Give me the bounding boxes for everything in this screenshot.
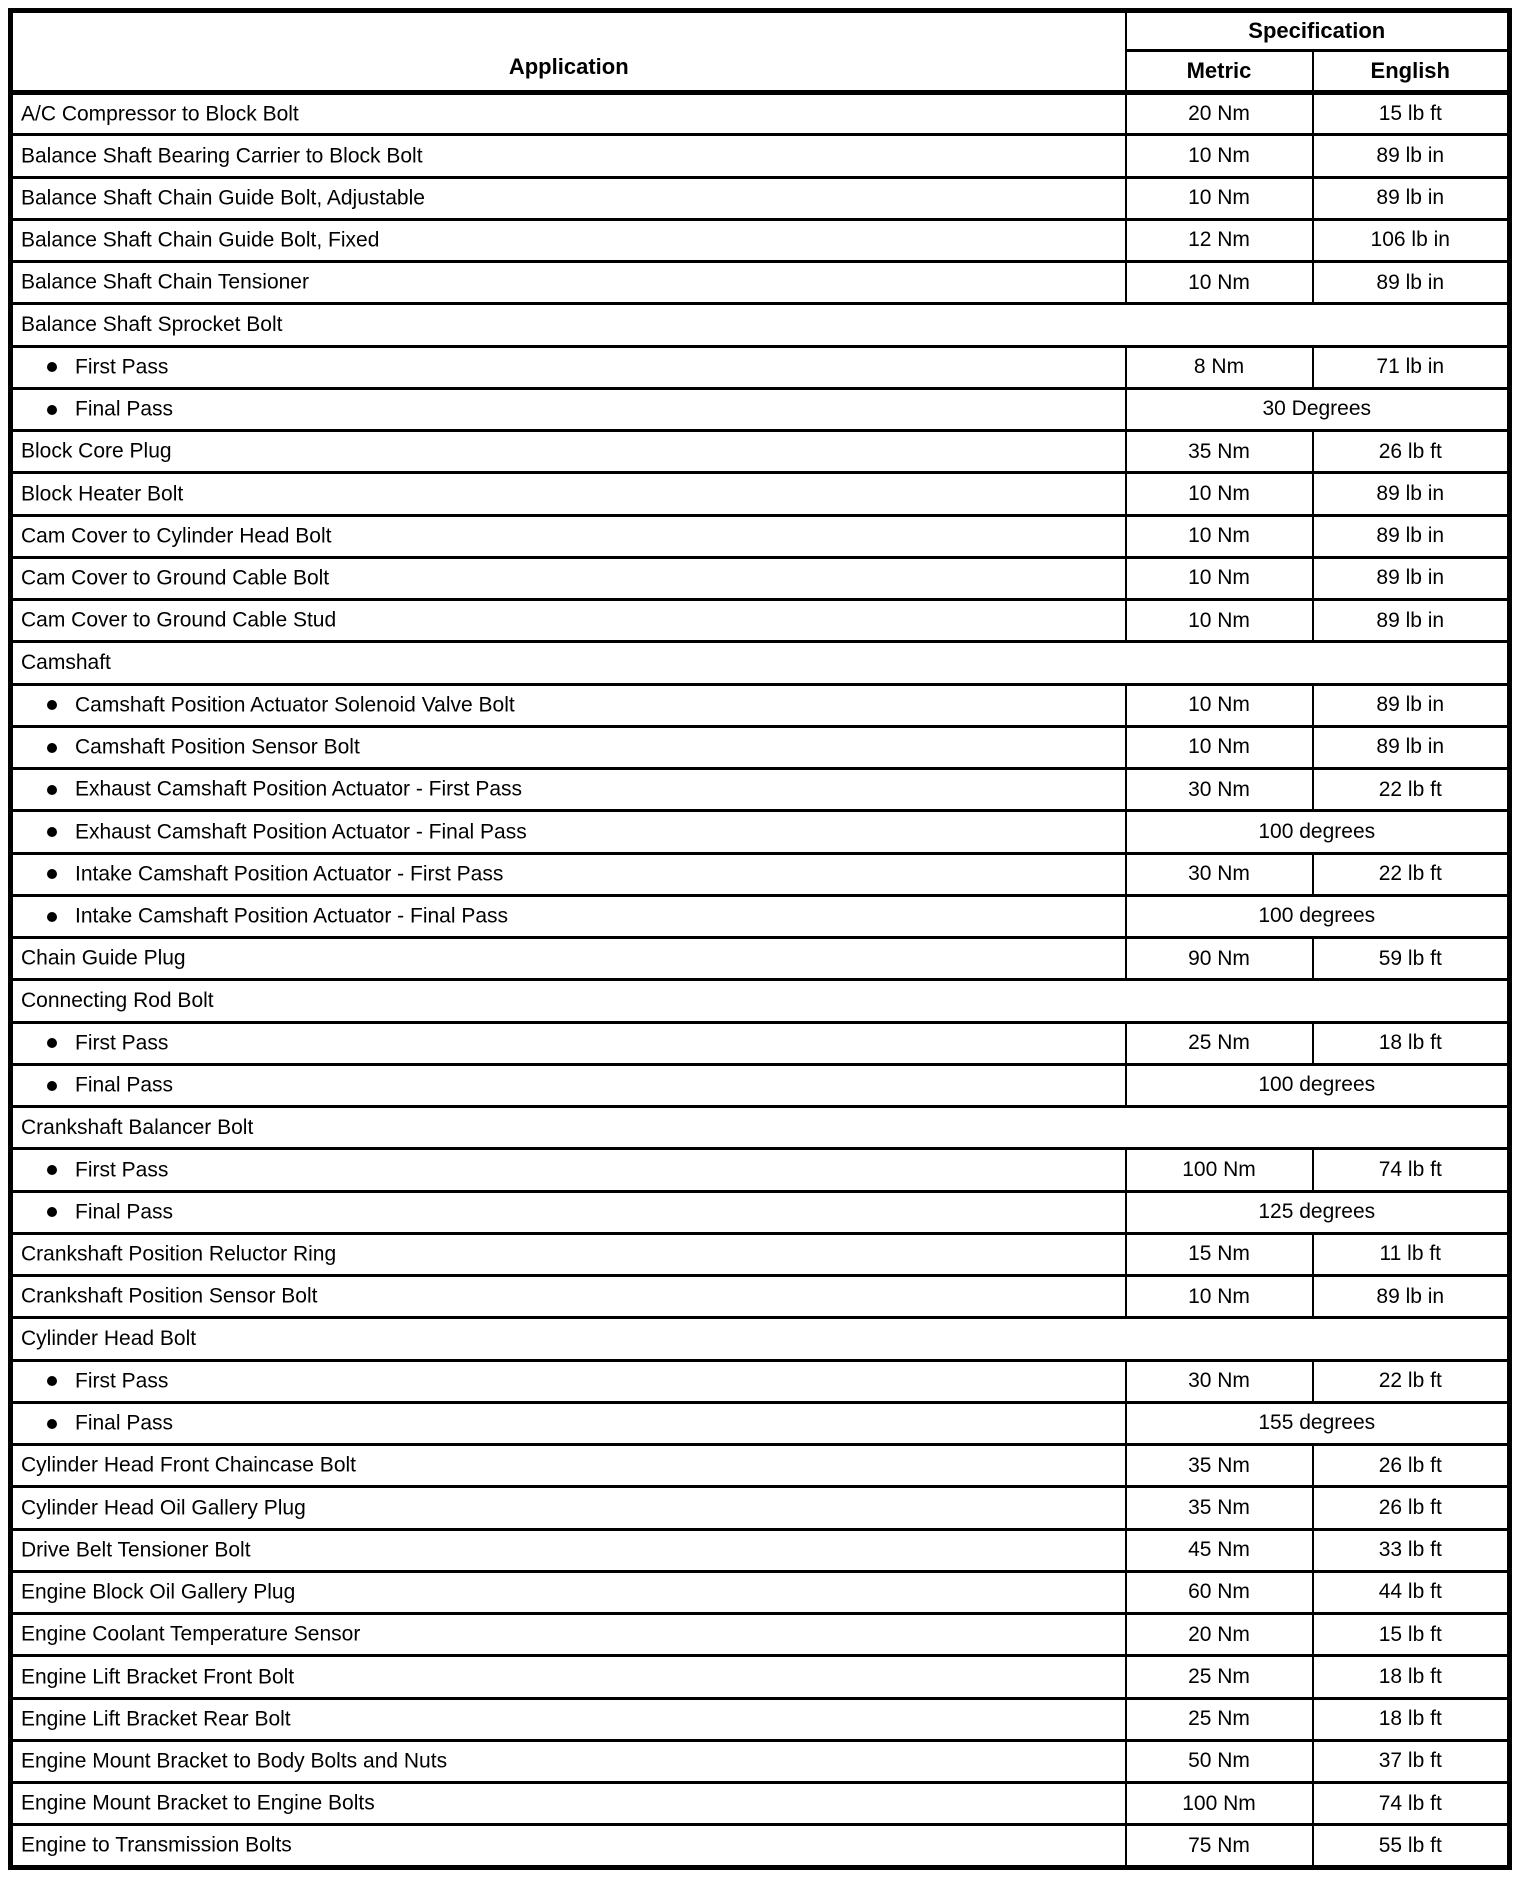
table-row [11, 1445, 1510, 1487]
table-row [11, 1233, 1510, 1275]
bullet-icon [47, 743, 57, 753]
english-value: 71 lb in [1313, 346, 1510, 388]
application-label: Engine Mount Bracket to Engine Bolts [21, 1791, 375, 1815]
application-label: Cylinder Head Bolt [21, 1326, 197, 1350]
application-label: Cylinder Head Front Chaincase Bolt [21, 1453, 356, 1477]
application-cell [11, 769, 1126, 811]
application-label: Cam Cover to Ground Cable Stud [21, 608, 337, 632]
table-row [11, 1614, 1510, 1656]
application-label: Block Core Plug [21, 439, 172, 463]
application-label: Connecting Rod Bolt [21, 988, 214, 1012]
english-value: 22 lb ft [1313, 1360, 1510, 1402]
metric-value: 20 Nm [1126, 93, 1313, 135]
table-row [11, 1360, 1510, 1402]
table-row [11, 346, 1510, 388]
application-label: Camshaft [21, 650, 111, 674]
english-value: 44 lb ft [1313, 1571, 1510, 1613]
application-cell [11, 93, 1126, 135]
english-value: 22 lb ft [1313, 769, 1510, 811]
table-row [11, 515, 1510, 557]
bullet-icon [47, 785, 57, 795]
metric-value: 90 Nm [1126, 938, 1313, 980]
application-cell [11, 1783, 1126, 1825]
english-value: 18 lb ft [1313, 1656, 1510, 1698]
specification-span-value: 125 degrees [1126, 1191, 1510, 1233]
application-label: First Pass [75, 1369, 169, 1393]
application-cell [11, 1233, 1126, 1275]
application-cell [11, 431, 1126, 473]
english-value: 89 lb in [1313, 262, 1510, 304]
application-cell [11, 853, 1126, 895]
bullet-icon [47, 827, 57, 837]
metric-value: 8 Nm [1126, 346, 1313, 388]
english-value: 18 lb ft [1313, 1022, 1510, 1064]
application-label: Engine Lift Bracket Front Bolt [21, 1665, 295, 1689]
specification-span-value: 100 degrees [1126, 895, 1510, 937]
application-label: Intake Camshaft Position Actuator - First Pass [75, 862, 504, 886]
application-cell [11, 346, 1126, 388]
table-row [11, 1825, 1510, 1868]
english-column-header: English [1313, 51, 1510, 93]
table-row [11, 769, 1510, 811]
table-row [11, 1529, 1510, 1571]
english-value: 89 lb in [1313, 726, 1510, 768]
specification-column-header: Specification [1126, 11, 1510, 51]
bullet-icon [47, 912, 57, 922]
application-label: Final Pass [75, 1073, 174, 1097]
application-label: Balance Shaft Chain Guide Bolt, Fixed [21, 228, 380, 252]
english-value: 89 lb in [1313, 1276, 1510, 1318]
table-row [11, 980, 1510, 1022]
application-cell [11, 135, 1126, 177]
english-value: 89 lb in [1313, 557, 1510, 599]
application-label: Final Pass [75, 1200, 174, 1224]
metric-value: 25 Nm [1126, 1656, 1313, 1698]
application-cell [11, 1656, 1126, 1698]
specification-span-value: 100 degrees [1126, 1064, 1510, 1106]
group-header-cell [11, 1107, 1510, 1149]
english-value: 33 lb ft [1313, 1529, 1510, 1571]
metric-value: 10 Nm [1126, 684, 1313, 726]
application-cell [11, 1360, 1126, 1402]
metric-value: 35 Nm [1126, 431, 1313, 473]
table-row [11, 642, 1510, 684]
english-value: 37 lb ft [1313, 1740, 1510, 1782]
english-value: 59 lb ft [1313, 938, 1510, 980]
application-cell [11, 600, 1126, 642]
application-label: Final Pass [75, 1411, 174, 1435]
table-row [11, 726, 1510, 768]
table-row [11, 388, 1510, 430]
application-cell [11, 177, 1126, 219]
table-row [11, 853, 1510, 895]
bullet-icon [47, 1038, 57, 1048]
english-value: 15 lb ft [1313, 1614, 1510, 1656]
application-cell [11, 557, 1126, 599]
table-row [11, 473, 1510, 515]
application-label: Cam Cover to Ground Cable Bolt [21, 566, 330, 590]
application-cell [11, 1149, 1126, 1191]
application-cell [11, 895, 1126, 937]
application-cell [11, 262, 1126, 304]
application-label: Exhaust Camshaft Position Actuator - Final Pass [75, 820, 527, 844]
application-label: Drive Belt Tensioner Bolt [21, 1538, 251, 1562]
english-value: 74 lb ft [1313, 1149, 1510, 1191]
metric-value: 20 Nm [1126, 1614, 1313, 1656]
table-row [11, 1698, 1510, 1740]
application-cell [11, 938, 1126, 980]
table-row [11, 1318, 1510, 1360]
bullet-icon [47, 1207, 57, 1217]
metric-value: 10 Nm [1126, 177, 1313, 219]
application-cell [11, 1402, 1126, 1444]
metric-value: 15 Nm [1126, 1233, 1313, 1275]
english-value: 11 lb ft [1313, 1233, 1510, 1275]
english-value: 26 lb ft [1313, 1445, 1510, 1487]
application-label: Engine Block Oil Gallery Plug [21, 1580, 296, 1604]
metric-value: 35 Nm [1126, 1487, 1313, 1529]
table-row [11, 557, 1510, 599]
application-label: First Pass [75, 355, 169, 379]
english-value: 26 lb ft [1313, 431, 1510, 473]
application-label: First Pass [75, 1158, 169, 1182]
application-cell [11, 1529, 1126, 1571]
group-header-cell [11, 304, 1510, 346]
table-row [11, 1740, 1510, 1782]
application-label: Balance Shaft Sprocket Bolt [21, 312, 283, 336]
bullet-icon [47, 700, 57, 710]
application-label: A/C Compressor to Block Bolt [21, 102, 299, 126]
application-cell [11, 1276, 1126, 1318]
application-label: Cylinder Head Oil Gallery Plug [21, 1496, 306, 1520]
table-row [11, 938, 1510, 980]
application-cell [11, 473, 1126, 515]
english-value: 22 lb ft [1313, 853, 1510, 895]
application-label: Camshaft Position Sensor Bolt [75, 735, 360, 759]
specification-span-value: 30 Degrees [1126, 388, 1510, 430]
bullet-icon [47, 1081, 57, 1091]
table-row [11, 1107, 1510, 1149]
application-label: Crankshaft Balancer Bolt [21, 1115, 254, 1139]
metric-value: 30 Nm [1126, 1360, 1313, 1402]
english-value: 89 lb in [1313, 177, 1510, 219]
bullet-icon [47, 362, 57, 372]
metric-value: 50 Nm [1126, 1740, 1313, 1782]
application-label: Balance Shaft Chain Tensioner [21, 270, 309, 294]
metric-value: 35 Nm [1126, 1445, 1313, 1487]
table-row [11, 1022, 1510, 1064]
table-body [11, 93, 1510, 1868]
metric-value: 10 Nm [1126, 600, 1313, 642]
application-cell [11, 1487, 1126, 1529]
table-header [11, 11, 1510, 93]
english-value: 18 lb ft [1313, 1698, 1510, 1740]
english-value: 106 lb in [1313, 219, 1510, 261]
application-label: Exhaust Camshaft Position Actuator - First Pass [75, 777, 523, 801]
table-row [11, 135, 1510, 177]
application-cell [11, 684, 1126, 726]
metric-value: 75 Nm [1126, 1825, 1313, 1868]
application-cell [11, 1191, 1126, 1233]
table-row [11, 93, 1510, 135]
table-row [11, 1064, 1510, 1106]
metric-value: 10 Nm [1126, 1276, 1313, 1318]
application-label: Chain Guide Plug [21, 946, 186, 970]
metric-value: 30 Nm [1126, 769, 1313, 811]
application-label: First Pass [75, 1031, 169, 1055]
bullet-icon [47, 1165, 57, 1175]
english-value: 89 lb in [1313, 515, 1510, 557]
application-cell [11, 219, 1126, 261]
application-cell [11, 1064, 1126, 1106]
application-cell [11, 388, 1126, 430]
application-cell [11, 1698, 1126, 1740]
application-label: Cam Cover to Cylinder Head Bolt [21, 524, 332, 548]
application-cell [11, 1445, 1126, 1487]
metric-value: 60 Nm [1126, 1571, 1313, 1613]
metric-value: 12 Nm [1126, 219, 1313, 261]
table-row [11, 1276, 1510, 1318]
english-value: 89 lb in [1313, 600, 1510, 642]
header-row-specification [11, 11, 1510, 51]
table-row [11, 1783, 1510, 1825]
application-cell [11, 1825, 1126, 1868]
application-label: Engine Mount Bracket to Body Bolts and Nuts [21, 1749, 448, 1773]
application-label: Engine to Transmission Bolts [21, 1833, 292, 1857]
specification-span-value: 155 degrees [1126, 1402, 1510, 1444]
application-cell [11, 515, 1126, 557]
bullet-icon [47, 869, 57, 879]
table-row [11, 1149, 1510, 1191]
group-header-cell [11, 1318, 1510, 1360]
table-row [11, 177, 1510, 219]
table-row [11, 304, 1510, 346]
application-cell [11, 1740, 1126, 1782]
application-cell [11, 1571, 1126, 1613]
application-label: Intake Camshaft Position Actuator - Final Pass [75, 904, 509, 928]
metric-value: 100 Nm [1126, 1783, 1313, 1825]
table-row [11, 1656, 1510, 1698]
application-label: Camshaft Position Actuator Solenoid Valve Bolt [75, 693, 515, 717]
bullet-icon [47, 1419, 57, 1429]
application-label: Engine Coolant Temperature Sensor [21, 1622, 361, 1646]
table-row [11, 684, 1510, 726]
english-value: 89 lb in [1313, 135, 1510, 177]
specification-span-value: 100 degrees [1126, 811, 1510, 853]
application-label: Crankshaft Position Sensor Bolt [21, 1284, 318, 1308]
table-row [11, 600, 1510, 642]
application-label: Final Pass [75, 397, 174, 421]
english-value: 55 lb ft [1313, 1825, 1510, 1868]
metric-value: 10 Nm [1126, 557, 1313, 599]
application-column-header: Application [11, 11, 1126, 93]
application-label: Engine Lift Bracket Rear Bolt [21, 1707, 291, 1731]
metric-value: 10 Nm [1126, 726, 1313, 768]
english-value: 74 lb ft [1313, 1783, 1510, 1825]
table-row [11, 431, 1510, 473]
application-cell [11, 811, 1126, 853]
application-label: Block Heater Bolt [21, 482, 184, 506]
application-label: Balance Shaft Chain Guide Bolt, Adjustable [21, 186, 425, 210]
metric-value: 10 Nm [1126, 515, 1313, 557]
group-header-cell [11, 642, 1510, 684]
metric-value: 10 Nm [1126, 135, 1313, 177]
application-cell [11, 726, 1126, 768]
metric-value: 25 Nm [1126, 1022, 1313, 1064]
bullet-icon [47, 405, 57, 415]
english-value: 89 lb in [1313, 684, 1510, 726]
english-value: 26 lb ft [1313, 1487, 1510, 1529]
metric-value: 45 Nm [1126, 1529, 1313, 1571]
table-row [11, 1487, 1510, 1529]
metric-value: 10 Nm [1126, 262, 1313, 304]
metric-value: 25 Nm [1126, 1698, 1313, 1740]
english-value: 15 lb ft [1313, 93, 1510, 135]
metric-value: 100 Nm [1126, 1149, 1313, 1191]
fastener-tightening-spec-table [8, 8, 1512, 1870]
group-header-cell [11, 980, 1510, 1022]
application-cell [11, 1022, 1126, 1064]
english-value: 89 lb in [1313, 473, 1510, 515]
table-row [11, 219, 1510, 261]
metric-value: 30 Nm [1126, 853, 1313, 895]
application-label: Crankshaft Position Reluctor Ring [21, 1242, 337, 1266]
bullet-icon [47, 1376, 57, 1386]
table-row [11, 1402, 1510, 1444]
table-row [11, 1191, 1510, 1233]
table-row [11, 811, 1510, 853]
metric-value: 10 Nm [1126, 473, 1313, 515]
application-label: Balance Shaft Bearing Carrier to Block Bolt [21, 144, 423, 168]
table-row [11, 895, 1510, 937]
table-row [11, 262, 1510, 304]
metric-column-header: Metric [1126, 51, 1313, 93]
application-cell [11, 1614, 1126, 1656]
table-row [11, 1571, 1510, 1613]
